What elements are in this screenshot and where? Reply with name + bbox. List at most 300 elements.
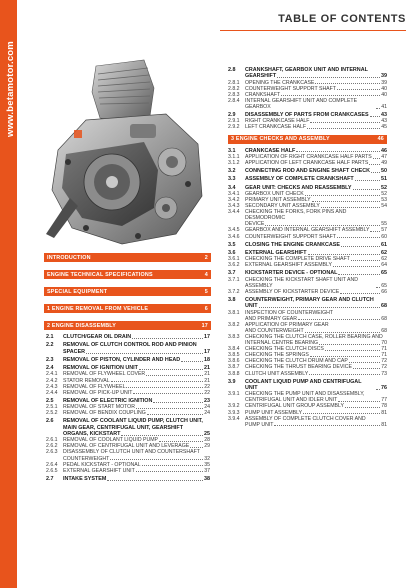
entry-number: 3.2 [228,168,236,175]
entry-number: 3.4.3 [228,203,240,210]
entry-text [245,176,387,182]
leader-dots [110,459,203,460]
toc-section[interactable] [228,176,387,182]
entry-label-line: REMOVAL OF COOLANT LIQUID PUMP, CLUTCH UNIT, MAIN GEAR, CENTRIFUGAL UNIT, GEARSHIFT [63,418,203,431]
entry-number: 3.5 [228,241,236,248]
entry-page: 68 [381,315,387,322]
entry-label: ORGANS, KICKSTART [63,430,121,437]
entry-number: 3.7.2 [228,288,240,295]
entry-page: 77 [381,397,387,404]
entry-page: 35 [204,461,210,468]
entry-number: 2.8.4 [228,97,240,104]
entry-label: INTAKE SYSTEM [63,475,107,482]
entry-label: INTERNAL GEARSHIFT UNIT AND COMPLETE GEARBOX [245,97,358,110]
side-strip: www.betamotor.com [0,0,17,588]
toc-section[interactable] [46,357,210,363]
section-bar-label: 3 ENGINE CHECKS AND ASSEMBLY [231,136,330,143]
entry-number: 2.8.1 [228,79,240,86]
leader-dots [136,408,203,409]
entry-label: CHECKING THE THRUST BEARING DEVICE [245,364,352,371]
leader-dots [345,407,380,408]
leader-dots [337,89,380,90]
entry-text [245,242,387,248]
leader-dots [146,375,203,376]
leader-dots [190,447,203,448]
toc-left-column [46,253,210,482]
entry-text [245,297,387,310]
entry-label: EXTERNAL GEARSHIFT UNIT [63,467,135,474]
entry-number: 3.9.1 [228,391,240,398]
entry-text [245,160,387,166]
leader-dots [315,83,380,84]
entry-page: 70 [381,340,387,347]
leader-dots [142,465,204,466]
entry-label: SECONDARY UNIT ASSEMBLY [245,203,320,210]
entry-label: CHECKING THE SPRINGS [245,352,309,359]
entry-label: STATOR REMOVAL [63,377,110,384]
toc-section[interactable] [228,242,387,248]
entry-text [63,334,210,340]
section-bar[interactable] [44,253,211,262]
entry-text [245,124,387,130]
entry-page: 43 [381,118,387,125]
entry-number: 2.9 [228,112,236,119]
entry-text [245,98,387,110]
entry-page: 68 [381,327,387,334]
entry-label: COOLANT LIQUID PUMP AND CENTRIFUGAL UNIT [245,378,362,391]
entry-page: 39 [381,73,387,80]
entry-text [245,416,387,428]
entry-page: 22 [204,383,210,390]
leader-dots [353,368,380,369]
entry-number: 2.5 [46,397,54,404]
entry-label: CHECKING THE CLUTCH DISCS [245,346,324,353]
entry-page: 64 [381,262,387,269]
entry-label: INTERNAL CENTRE BEARING [245,340,319,347]
entry-label: REMOVAL OF BENDIX COUPLING [63,410,146,417]
toc-subsection[interactable] [228,371,387,377]
leader-dots [305,195,381,196]
entry-number: 3.6.2 [228,262,240,269]
entry-number: 3.4.4 [228,209,240,216]
entry-page: 68 [381,303,387,310]
entry-number: 3.9.4 [228,415,240,422]
entry-page: 43 [381,112,387,119]
entry-number: 2.4.1 [46,371,58,378]
entry-number: 3.8.8 [228,370,240,377]
entry-label: RIGHT CRANKCASE HALF [245,118,310,125]
section-bar-page: 46 [377,136,384,143]
entry-label: ASSEMBLY OF COMPLETE CRANKSHAFT [245,176,354,183]
toc-section[interactable] [46,334,210,340]
leader-dots [341,246,380,247]
entry-label: CHECKING THE COMPLETE DRIVE SHAFT [245,256,350,263]
leader-dots [308,254,380,255]
leader-dots [338,274,380,275]
entry-label: AND PRIMARY GEAR [245,315,297,322]
leader-dots [132,338,203,339]
entry-number: 2.1 [46,334,54,340]
entry-number: 2.8 [228,67,236,73]
leader-dots [349,362,380,363]
section-bar-label: INTRODUCTION [47,254,91,261]
entry-label: CRANKSHAFT [245,91,281,98]
toc-section[interactable] [228,67,387,80]
leader-dots [340,293,380,294]
entry-page: 52 [381,190,387,197]
entry-label: CLUTCH UNIT ASSEMBLY [245,370,309,377]
entry-page: 37 [204,467,210,474]
toc-section[interactable] [228,379,387,392]
toc-subsection[interactable] [228,234,387,240]
leader-dots [369,164,380,165]
entry-number: 2.6.1 [46,437,58,444]
title-rule [220,30,406,31]
entry-number: 2.9.1 [228,118,240,125]
entry-text [63,342,210,355]
entry-label: EXTERNAL GEARSHIFT [245,249,307,256]
entry-label-line [63,349,210,355]
entry-number: 2.6.4 [46,461,58,468]
entry-page: 21 [204,377,210,384]
entry-label: REMOVAL OF IGNITION UNIT [63,365,138,372]
entry-label: GEARSHIFT [245,73,277,80]
entry-page: 24 [204,410,210,417]
entry-number: 2.7 [46,475,54,482]
section-bar[interactable] [44,321,211,330]
entry-label: UNIT [245,303,258,310]
entry-page: 22 [204,389,210,396]
toc-subsection[interactable] [228,98,387,110]
entry-label: CENTRIFUGAL UNIT AND IDLER UNIT [245,397,338,404]
entry-label: REMOVAL OF ELECTRIC IGNITION [63,397,153,404]
section-bar[interactable] [228,135,387,144]
leader-dots [307,128,380,129]
entry-label-line: ASSEMBLY OF COMPLETE CLUTCH COVER AND [245,415,366,422]
toc-section[interactable] [46,342,210,355]
entry-label: DISASSEMBLY OF PARTS FROM CRANKCASES [245,112,369,119]
entry-label: EXTERNAL GEARSHIFT ASSEMBLY [245,262,332,269]
leader-dots [139,369,203,370]
toc-subsection[interactable] [228,310,387,322]
entry-number: 3.4.5 [228,227,240,234]
entry-label-line: REMOVAL OF CLUTCH CONTROL ROD AND PINION [63,342,197,349]
entry-label: CONNECTING ROD AND ENGINE SHAFT CHECK [245,168,370,175]
leader-dots [321,207,380,208]
leader-dots [373,158,380,159]
toc-subsection[interactable] [46,390,210,396]
section-bar-label: 1 ENGINE REMOVAL FROM VEHICLE [47,305,149,312]
entry-page: 55 [381,221,387,228]
section-bar-page: 6 [204,305,208,312]
entry-number: 3.4 [228,184,236,191]
entry-label: APPLICATION OF LEFT CRANKCASE HALF PARTS [245,159,369,166]
toc-subsection[interactable] [46,449,210,461]
entry-page: 40 [381,85,387,92]
leader-dots [312,201,381,202]
entry-page: 17 [204,348,210,355]
section-bar-page: 5 [204,288,208,295]
entry-text [245,334,387,346]
engine-cutaway-image [26,58,206,246]
entry-number: 3.8.6 [228,358,240,365]
entry-number: 3.1.1 [228,153,240,160]
entry-page: 72 [381,358,387,365]
leader-dots [281,95,380,96]
entry-text [245,322,387,334]
entry-number: 2.4.2 [46,377,58,384]
entry-number: 3.1 [228,147,236,154]
entry-label: REMOVAL OF PISTON, CYLINDER AND HEAD [63,356,181,363]
entry-number: 3.8.4 [228,346,240,353]
entry-page: 24 [204,404,210,411]
entry-number: 2.9.2 [228,124,240,131]
entry-page: 21 [204,365,210,372]
toc-subsection[interactable] [46,410,210,416]
entry-number: 3.4.1 [228,190,240,197]
toc-subsection[interactable] [228,391,387,403]
entry-number: 3.9 [228,378,236,385]
entry-number: 2.8.2 [228,85,240,92]
entry-page: 32 [204,455,210,462]
entry-text [245,168,387,174]
leader-dots [353,189,380,190]
section-bar[interactable] [44,304,211,313]
entry-number: 3.7 [228,270,236,277]
entry-number: 2.6 [46,418,54,425]
toc-subsection[interactable] [228,124,387,130]
entry-label: KICKSTARTER DEVICE - OPTIONAL [245,270,338,277]
entry-page: 50 [381,168,387,175]
entry-label: REMOVAL OF FLYWHEEL COVER [63,371,146,378]
leader-dots [370,116,380,117]
leader-dots [133,393,203,394]
entry-label: CHECKING THE CLUTCH DRUM AND CAP [245,358,348,365]
entry-number: 2.4.4 [46,389,58,396]
entry-label: GEARBOX UNIT CHECK [245,190,304,197]
entry-label: PUMP UNIT ASSEMBLY [245,409,303,416]
entry-label: CHECKING THE KICKSTART SHAFT UNIT AND ASSEMBLY [245,276,358,289]
entry-number: 3.8.2 [228,321,240,328]
leader-dots [159,441,203,442]
leader-dots [121,435,203,436]
entry-label: PEDAL KICKSTART - OPTIONAL [63,461,141,468]
entry-number: 3.8.3 [228,334,240,340]
leader-dots [259,307,380,308]
entry-text [63,449,210,461]
entry-page: 23 [204,397,210,404]
toc-section[interactable] [46,418,210,437]
entry-text [63,468,210,474]
entry-page: 57 [381,227,387,234]
entry-label: AND COUNTERWEIGHT [245,327,304,334]
entry-page: 47 [381,153,387,160]
entry-number: 2.4 [46,365,54,372]
entry-page: 65 [381,282,387,289]
leader-dots [111,381,204,382]
leader-dots [296,151,380,152]
leader-dots [107,480,203,481]
entry-text [245,262,387,268]
entry-page: 39 [381,79,387,86]
entry-number: 2.2 [46,342,54,349]
entry-number: 3.8.7 [228,364,240,371]
leader-dots [376,108,380,109]
entry-label: REMOVAL OF PICK-UP UNIT [63,389,133,396]
toc-subsection[interactable] [228,322,387,334]
entry-label: PRIMARY UNIT ASSEMBLY [245,197,311,204]
entry-page: 53 [381,197,387,204]
toc-subsection[interactable] [228,160,387,166]
entry-page: 41 [381,103,387,110]
toc-subsection[interactable] [228,277,387,289]
entry-label: COUNTERWEIGHT [63,455,110,462]
entry-text [63,418,210,437]
entry-label: COUNTERWEIGHT SUPPORT SHAFT [245,85,336,92]
entry-label: CRANKCASE HALF [245,147,296,154]
leader-dots [376,389,380,390]
leader-dots [325,350,380,351]
entry-page: 65 [381,270,387,277]
entry-label-line [245,422,387,428]
leader-dots [355,180,380,181]
entry-text [63,390,210,396]
entry-label: REMOVAL OF CENTRIFUGAL UNIT AND LEVERAGE [63,443,190,450]
entry-page: 71 [381,346,387,353]
entry-page: 54 [381,203,387,210]
section-bar-page: 17 [201,322,208,329]
entry-page: 72 [381,364,387,371]
entry-page: 51 [381,176,387,183]
leader-dots [136,471,203,472]
section-bar-label: SPECIAL EQUIPMENT [47,288,108,295]
entry-page: 62 [381,249,387,256]
entry-label-line: APPLICATION OF PRIMARY GEAR [245,321,329,328]
entry-label-line: INSPECTION OF COUNTERWEIGHT [245,309,334,316]
leader-dots [277,77,380,78]
entry-page: 38 [204,475,210,482]
leader-dots [337,237,380,238]
entry-text [245,379,387,392]
entry-label-line: DISASSEMBLY OF CLUTCH UNIT AND COUNTERSHAFT [63,449,200,456]
entry-page: 60 [381,233,387,240]
entry-page: 78 [381,403,387,410]
leader-dots [376,287,380,288]
section-bar[interactable] [44,270,211,279]
entry-label: COUNTERWEIGHT SUPPORT SHAFT [245,233,336,240]
entry-text [245,391,387,403]
entry-number: 3.4.2 [228,197,240,204]
entry-label: ASSEMBLY OF KICKSTARTER DEVICE [245,288,340,295]
leader-dots [303,413,380,414]
entry-label: REMOVAL OF COOLANT LIQUID PUMP [63,437,159,444]
entry-label: GEARBOX AND INTERNAL GEARSHIFT ASSEMBLY [245,227,370,234]
entry-label: SPACER [63,348,86,355]
toc-section[interactable] [228,168,387,174]
toc-section[interactable] [228,297,387,310]
leader-dots [351,260,380,261]
leader-dots [126,387,203,388]
entry-text [63,476,210,482]
leader-dots [310,356,380,357]
entry-number: 2.8.3 [228,91,240,98]
entry-page: 25 [204,430,210,437]
entry-number: 3.8.5 [228,352,240,359]
leader-dots [153,402,203,403]
entry-text [245,209,387,227]
entry-text [245,277,387,289]
toc-section[interactable] [46,476,210,482]
leader-dots [181,361,203,362]
entry-number: 3.9.2 [228,403,240,410]
leader-dots [309,374,380,375]
entry-label: GEAR UNIT: CHECKS AND REASSEMBLY [245,184,352,191]
toc-subsection[interactable] [228,262,387,268]
leader-dots [86,353,203,354]
entry-label: REMOVAL OF START MOTOR [63,404,135,411]
leader-dots [310,122,380,123]
entry-label: DEVICE [245,221,265,228]
leader-dots [147,414,203,415]
leader-dots [265,225,380,226]
entry-label: PUMP UNIT [245,421,274,428]
leader-dots [274,425,380,426]
toc-subsection[interactable] [228,209,387,227]
leader-dots [305,332,381,333]
entry-page: 45 [381,124,387,131]
entry-label: CENTRIFUGAL UNIT GROUP ASSEMBLY [245,403,344,410]
toc-subsection[interactable] [228,334,387,346]
entry-page: 73 [381,370,387,377]
leader-dots [371,172,380,173]
leader-dots [333,266,380,267]
entry-page: 18 [204,356,210,363]
section-bar-page: 4 [204,271,208,278]
entry-page: 52 [381,184,387,191]
leader-dots [319,344,380,345]
toc-right-column [228,67,387,428]
entry-page: 62 [381,256,387,263]
entry-number: 2.5.2 [46,410,58,417]
section-bar[interactable] [44,287,211,296]
entry-label: OPENING THE CRANKCASE [245,79,315,86]
entry-page: 81 [381,409,387,416]
entry-number: 3.6.1 [228,256,240,263]
entry-label-line: CHECKING THE CLUTCH CASE, ROLLER BEARING AND [245,334,383,340]
entry-number: 2.5.1 [46,404,58,411]
entry-page: 29 [204,443,210,450]
page-title: TABLE OF CONTENTS [278,13,406,25]
entry-number: 3.3 [228,176,236,183]
entry-number: 2.6.2 [46,443,58,450]
entry-number: 3.4.6 [228,233,240,240]
toc-subsection[interactable] [228,289,387,295]
entry-number: 3.8.1 [228,309,240,316]
entry-number: 3.7.1 [228,276,240,283]
toc-subsection[interactable] [228,416,387,428]
entry-label-line: CHECKING THE PUMP UNIT AND DISASSEMBLY, [245,391,365,398]
entry-text [245,289,387,295]
entry-label: CLOSING THE ENGINE CRANKCASE [245,241,340,248]
entry-page: 81 [381,421,387,428]
entry-number: 2.3 [46,356,54,363]
entry-label: CLUTCH/GEAR OIL DRAIN [63,334,132,340]
toc-subsection[interactable] [46,468,210,474]
leader-dots [338,401,380,402]
entry-label-line: CRANKSHAFT, GEARBOX UNIT AND INTERNAL [245,67,368,73]
entry-number: 3.9.3 [228,409,240,416]
entry-label-line: COUNTERWEIGHT, PRIMARY GEAR AND CLUTCH [245,297,374,304]
